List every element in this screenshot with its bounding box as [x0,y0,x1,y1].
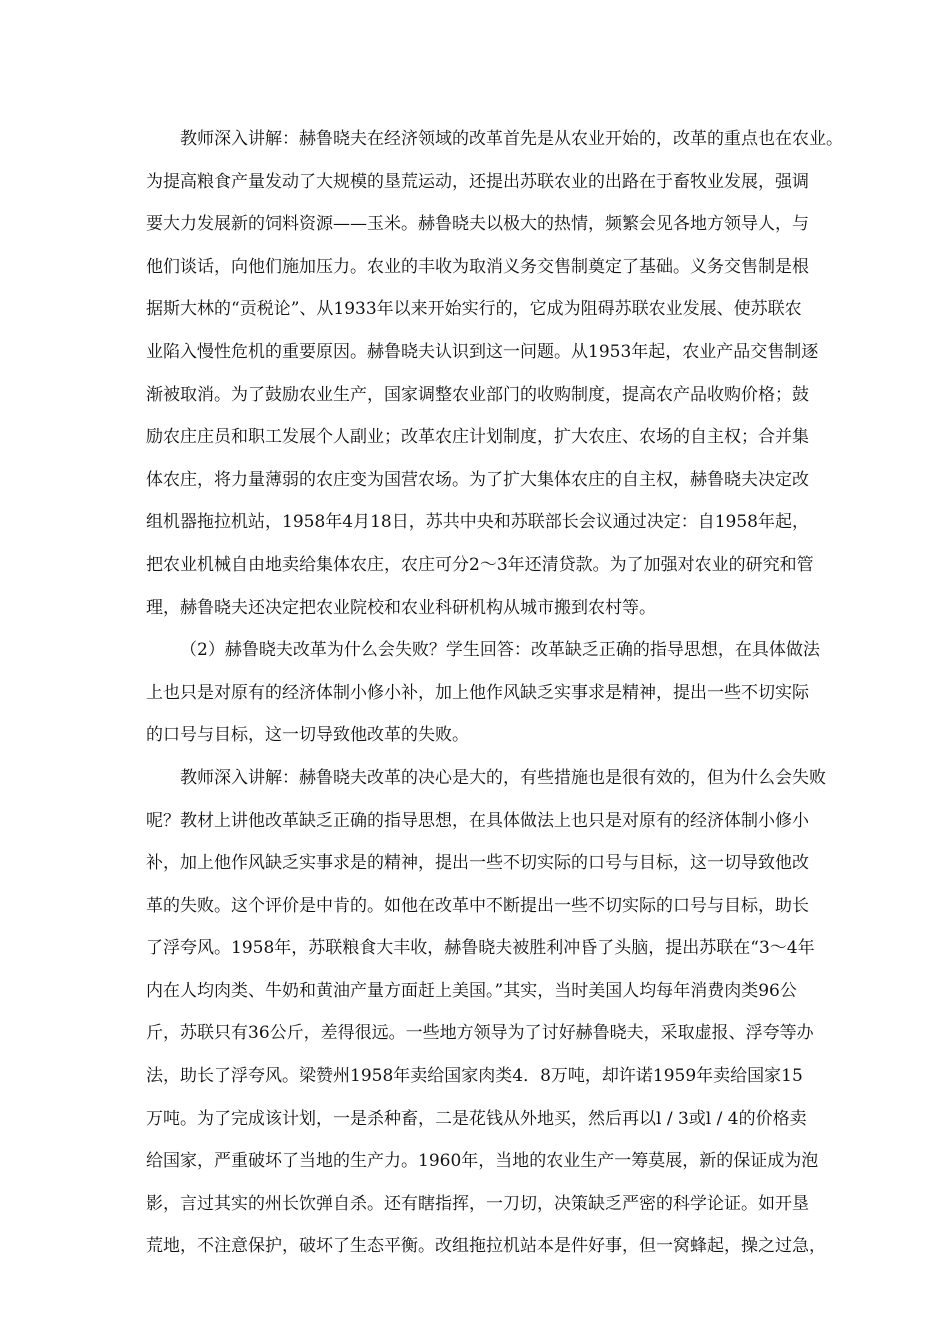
text-line: 业陷入慢性危机的重要原因。赫鲁晓夫认识到这一问题。从1953年起，农业产品交售制逐 [146,341,819,362]
text-line: 教师深入讲解：赫鲁晓夫改革的决心是大的，有些措施也是很有效的，但为什么会失败 [180,767,826,788]
text-line: 呢？教材上讲他改革缺乏正确的指导思想，在具体做法上也只是对原有的经济体制小修小 [146,810,809,831]
text-line: 给国家，严重破坏了当地的生产力。1960年，当地的农业生产一筹莫展，新的保证成为泡 [146,1151,819,1172]
text-line: 荒地，不注意保护，破坏了生态平衡。改组拖拉机站本是件好事，但一窝蜂起，操之过急， [146,1236,826,1257]
text-line: 影，言过其实的州长饮弹自杀。还有瞎指挥，一刀切，决策缺乏严密的科学论证。如开垦 [146,1193,809,1214]
text-line: 励农庄庄员和职工发展个人副业；改革农庄计划制度，扩大农庄、农场的自主权；合并集 [146,427,809,448]
text-line: 体农庄，将力量薄弱的农庄变为国营农场。为了扩大集体农庄的自主权，赫鲁晓夫决定改 [146,469,809,490]
text-line: 革的失败。这个评价是中肯的。如他在改革中不断提出一些不切实际的口号与目标，助长 [146,895,809,916]
document-body [146,118,843,1268]
text-line: 要大力发展新的饲料资源——玉米。赫鲁晓夫以极大的热情，频繁会见各地方领导人，与 [146,214,809,235]
text-line: 把农业机械自由地卖给集体农庄，农庄可分2～3年还清贷款。为了加强对农业的研究和管 [146,554,814,575]
text-line: 据斯大林的“贡税论”、从1933年以来开始实行的，它成为阻碍苏联农业发展、使苏联农 [146,299,802,320]
text-line: 万吨。为了完成该计划，一是杀种畜，二是花钱从外地买，然后再以l / 3或l / 4的价格卖 [146,1108,807,1129]
text-line: （2）赫鲁晓夫改革为什么会失败？学生回答：改革缺乏正确的指导思想，在具体做法 [180,640,820,661]
paragraph-1 [146,118,843,629]
paragraph-3 [146,757,826,1268]
text-line: 斤，苏联只有36公斤，差得很远。一些地方领导为了讨好赫鲁晓夫，采取虚报、浮夸等办 [146,1023,814,1044]
text-line: 理，赫鲁晓夫还决定把农业院校和农业科研机构从城市搬到农村等。 [146,597,656,618]
text-line: 法，助长了浮夸风。梁赞州1958年卖给国家肉类4．8万吨，却许诺1959年卖给国家15 [146,1066,803,1087]
text-line: 的口号与目标，这一切导致他改革的失败。 [146,725,469,746]
text-line: 上也只是对原有的经济体制小修小补，加上他作风缺乏实事求是精神，提出一些不切实际 [146,682,809,703]
text-line: 组机器拖拉机站，1958年4月18日，苏共中央和苏联部长会议通过决定：自1958年起， [146,512,809,533]
text-line: 内在人均肉类、牛奶和黄油产量方面赶上美国。”其实，当时美国人均每年消费肉类96公 [146,980,797,1001]
text-line: 补，加上他作风缺乏实事求是的精神，提出一些不切实际的口号与目标，这一切导致他改 [146,853,809,874]
text-line: 了浮夸风。1958年，苏联粮食大丰收，赫鲁晓夫被胜利冲昏了头脑，提出苏联在“3～4年 [146,938,815,959]
text-line: 他们谈话，向他们施加压力。农业的丰收为取消义务交售制奠定了基础。义务交售制是根 [146,256,809,277]
text-line: 渐被取消。为了鼓励农业生产，国家调整农业部门的收购制度，提高农产品收购价格；鼓 [146,384,809,405]
text-line: 为提高粮食产量发动了大规模的垦荒运动，还提出苏联农业的出路在于畜牧业发展，强调 [146,171,809,192]
paragraph-2 [146,629,826,757]
text-line: 教师深入讲解：赫鲁晓夫在经济领域的改革首先是从农业开始的，改革的重点也在农业。 [180,129,843,149]
